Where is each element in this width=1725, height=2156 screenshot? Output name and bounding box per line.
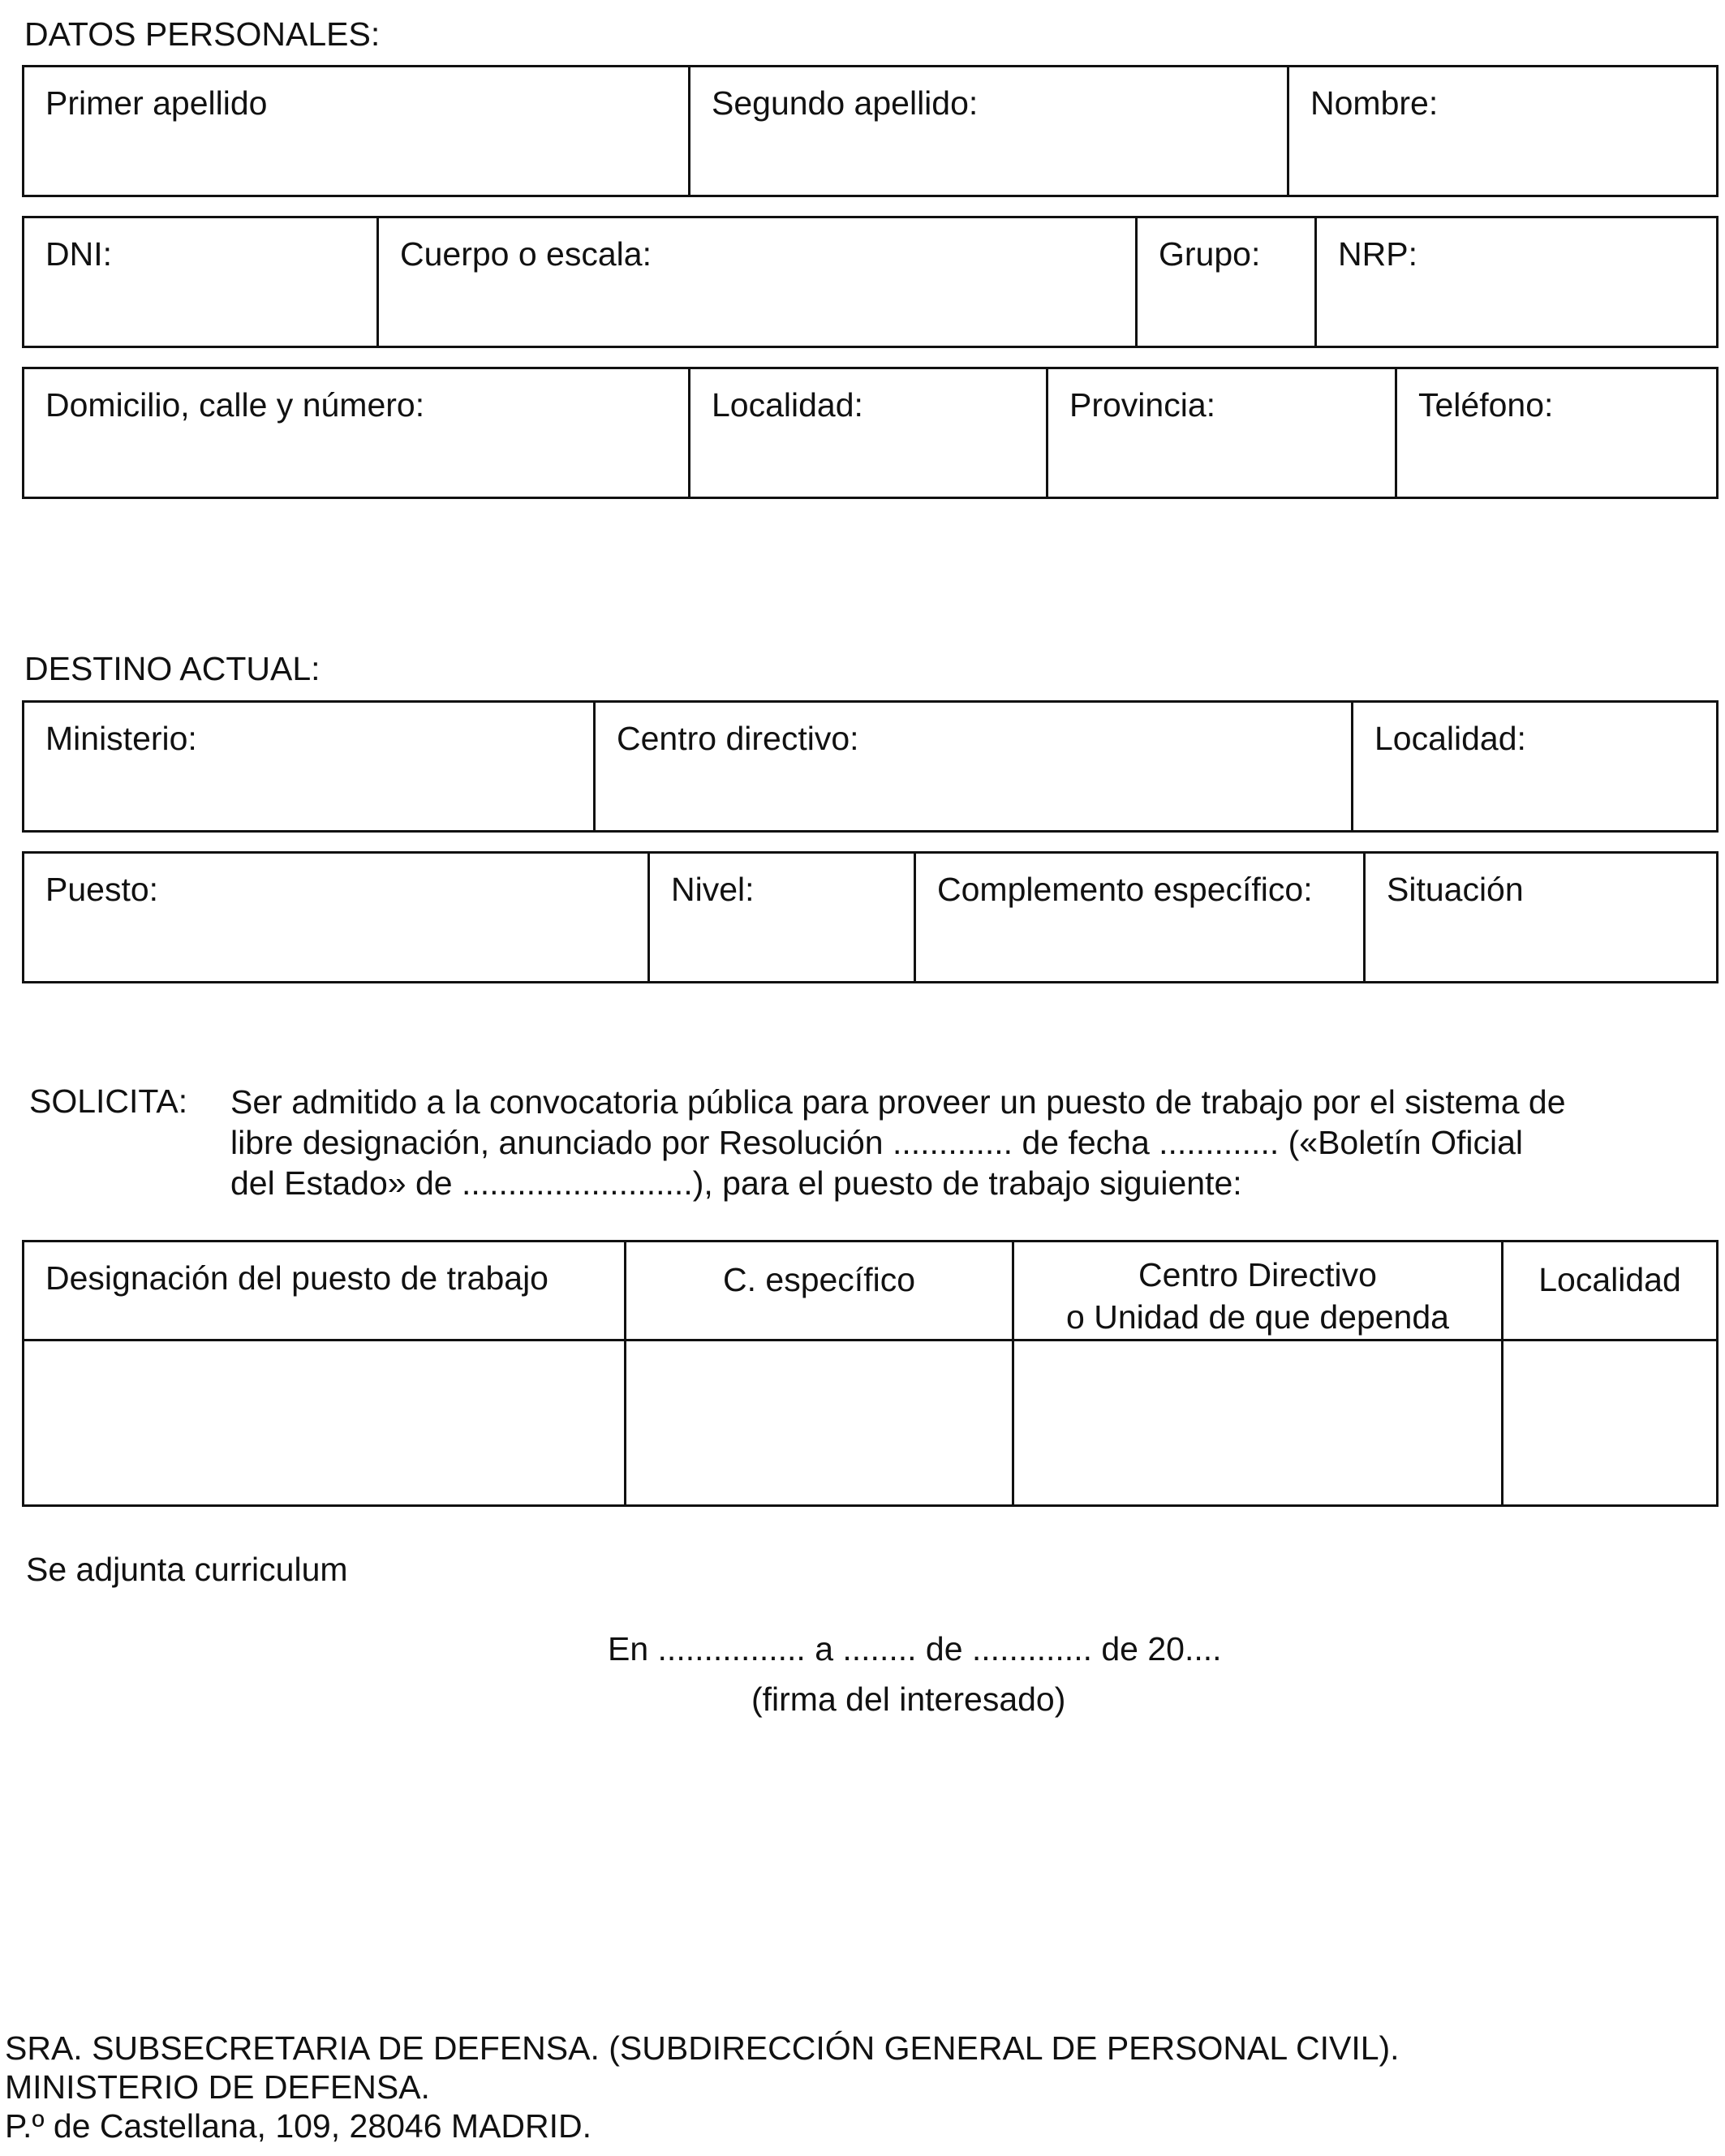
nivel-field[interactable]: [649, 853, 915, 983]
situacion-label: Situación: [1387, 871, 1524, 908]
destinatario-line-1: SRA. SUBSECRETARIA DE DEFENSA. (SUBDIRECCIÓN GENERAL DE PERSONAL CIVIL).: [5, 2029, 1400, 2067]
solicita-text: [230, 1082, 1699, 1203]
c-especifico-cell[interactable]: [626, 1341, 1013, 1506]
solicita-line-3: del Estado» de .........................), para el puesto de trabajo siguiente:: [230, 1164, 1242, 1202]
designacion-cell[interactable]: [24, 1341, 626, 1506]
localidad-destino-label: Localidad:: [1374, 720, 1526, 757]
cuerpo-escala-field[interactable]: [378, 217, 1137, 347]
datos-personales-row3: [22, 367, 1719, 499]
puesto-table: [22, 1240, 1719, 1507]
complemento-especifico-label: Complemento específico:: [937, 871, 1313, 908]
destino-actual-row2: [22, 851, 1719, 983]
complemento-especifico-field[interactable]: [915, 853, 1365, 983]
segundo-apellido-field[interactable]: [690, 67, 1288, 196]
localidad-cell[interactable]: [1503, 1341, 1718, 1506]
nrp-field[interactable]: [1316, 217, 1718, 347]
localidad-field[interactable]: [690, 368, 1047, 498]
adjunta-curriculum: Se adjunta curriculum: [26, 1551, 348, 1588]
fecha-line: En ................ a ........ de ............. de 20....: [608, 1630, 1222, 1668]
dni-field[interactable]: [24, 217, 378, 347]
localidad-header: [1503, 1242, 1718, 1341]
primer-apellido-field[interactable]: [24, 67, 690, 196]
segundo-apellido-label: Segundo apellido:: [712, 84, 979, 122]
destino-actual-table: [22, 700, 1719, 833]
puesto-field[interactable]: [24, 853, 649, 983]
centro-directivo-field[interactable]: [595, 702, 1353, 832]
centro-directivo-cell[interactable]: [1013, 1341, 1503, 1506]
puesto-table-header: [24, 1242, 1718, 1341]
grupo-field[interactable]: [1137, 217, 1316, 347]
centro-directivo-header-line2: o Unidad de que dependa: [1066, 1298, 1449, 1336]
localidad-label: Localidad:: [712, 386, 863, 424]
nivel-label: Nivel:: [671, 871, 755, 908]
datos-personales-title: DATOS PERSONALES:: [24, 15, 381, 53]
telefono-field[interactable]: [1396, 368, 1718, 498]
primer-apellido-label: Primer apellido: [45, 84, 268, 122]
centro-directivo-header: [1013, 1242, 1503, 1341]
nombre-label: Nombre:: [1310, 84, 1439, 122]
nombre-field[interactable]: [1288, 67, 1718, 196]
situacion-field[interactable]: [1365, 853, 1718, 983]
puesto-label: Puesto:: [45, 871, 159, 908]
provincia-field[interactable]: [1047, 368, 1396, 498]
solicita-label: SOLICITA:: [29, 1082, 188, 1120]
ministerio-field[interactable]: [24, 702, 595, 832]
puesto-table-row: [24, 1341, 1718, 1506]
destino-actual-title: DESTINO ACTUAL:: [24, 650, 320, 687]
destinatario-line-3: P.º de Castellana, 109, 28046 MADRID.: [5, 2107, 592, 2145]
datos-personales-table: [22, 65, 1719, 197]
centro-directivo-header-line1: Centro Directivo: [1138, 1256, 1377, 1293]
ministerio-label: Ministerio:: [45, 720, 197, 757]
solicita-line-1: Ser admitido a la convocatoria pública para proveer un puesto de trabajo por el sistema de: [230, 1083, 1566, 1121]
domicilio-label: Domicilio, calle y número:: [45, 386, 425, 424]
designacion-header-label: Designación del puesto de trabajo: [45, 1259, 548, 1297]
destinatario-line-2: MINISTERIO DE DEFENSA.: [5, 2068, 430, 2106]
localidad-header-label: Localidad: [1538, 1261, 1681, 1298]
nrp-label: NRP:: [1338, 235, 1417, 273]
cuerpo-escala-label: Cuerpo o escala:: [400, 235, 652, 273]
domicilio-field[interactable]: [24, 368, 690, 498]
dni-label: DNI:: [45, 235, 112, 273]
c-especifico-header-label: C. específico: [723, 1261, 915, 1298]
solicita-line-2: libre designación, anunciado por Resolución ............. de fecha ............. («Boletín Oficial: [230, 1124, 1524, 1161]
centro-directivo-label: Centro directivo:: [617, 720, 859, 757]
provincia-label: Provincia:: [1069, 386, 1216, 424]
c-especifico-header: [626, 1242, 1013, 1341]
datos-personales-row2: [22, 216, 1719, 348]
firma-label: (firma del interesado): [751, 1680, 1066, 1718]
localidad-destino-field[interactable]: [1353, 702, 1718, 832]
destinatario: [5, 2029, 1400, 2145]
designacion-header: [24, 1242, 626, 1341]
telefono-label: Teléfono:: [1418, 386, 1554, 424]
grupo-label: Grupo:: [1159, 235, 1261, 273]
